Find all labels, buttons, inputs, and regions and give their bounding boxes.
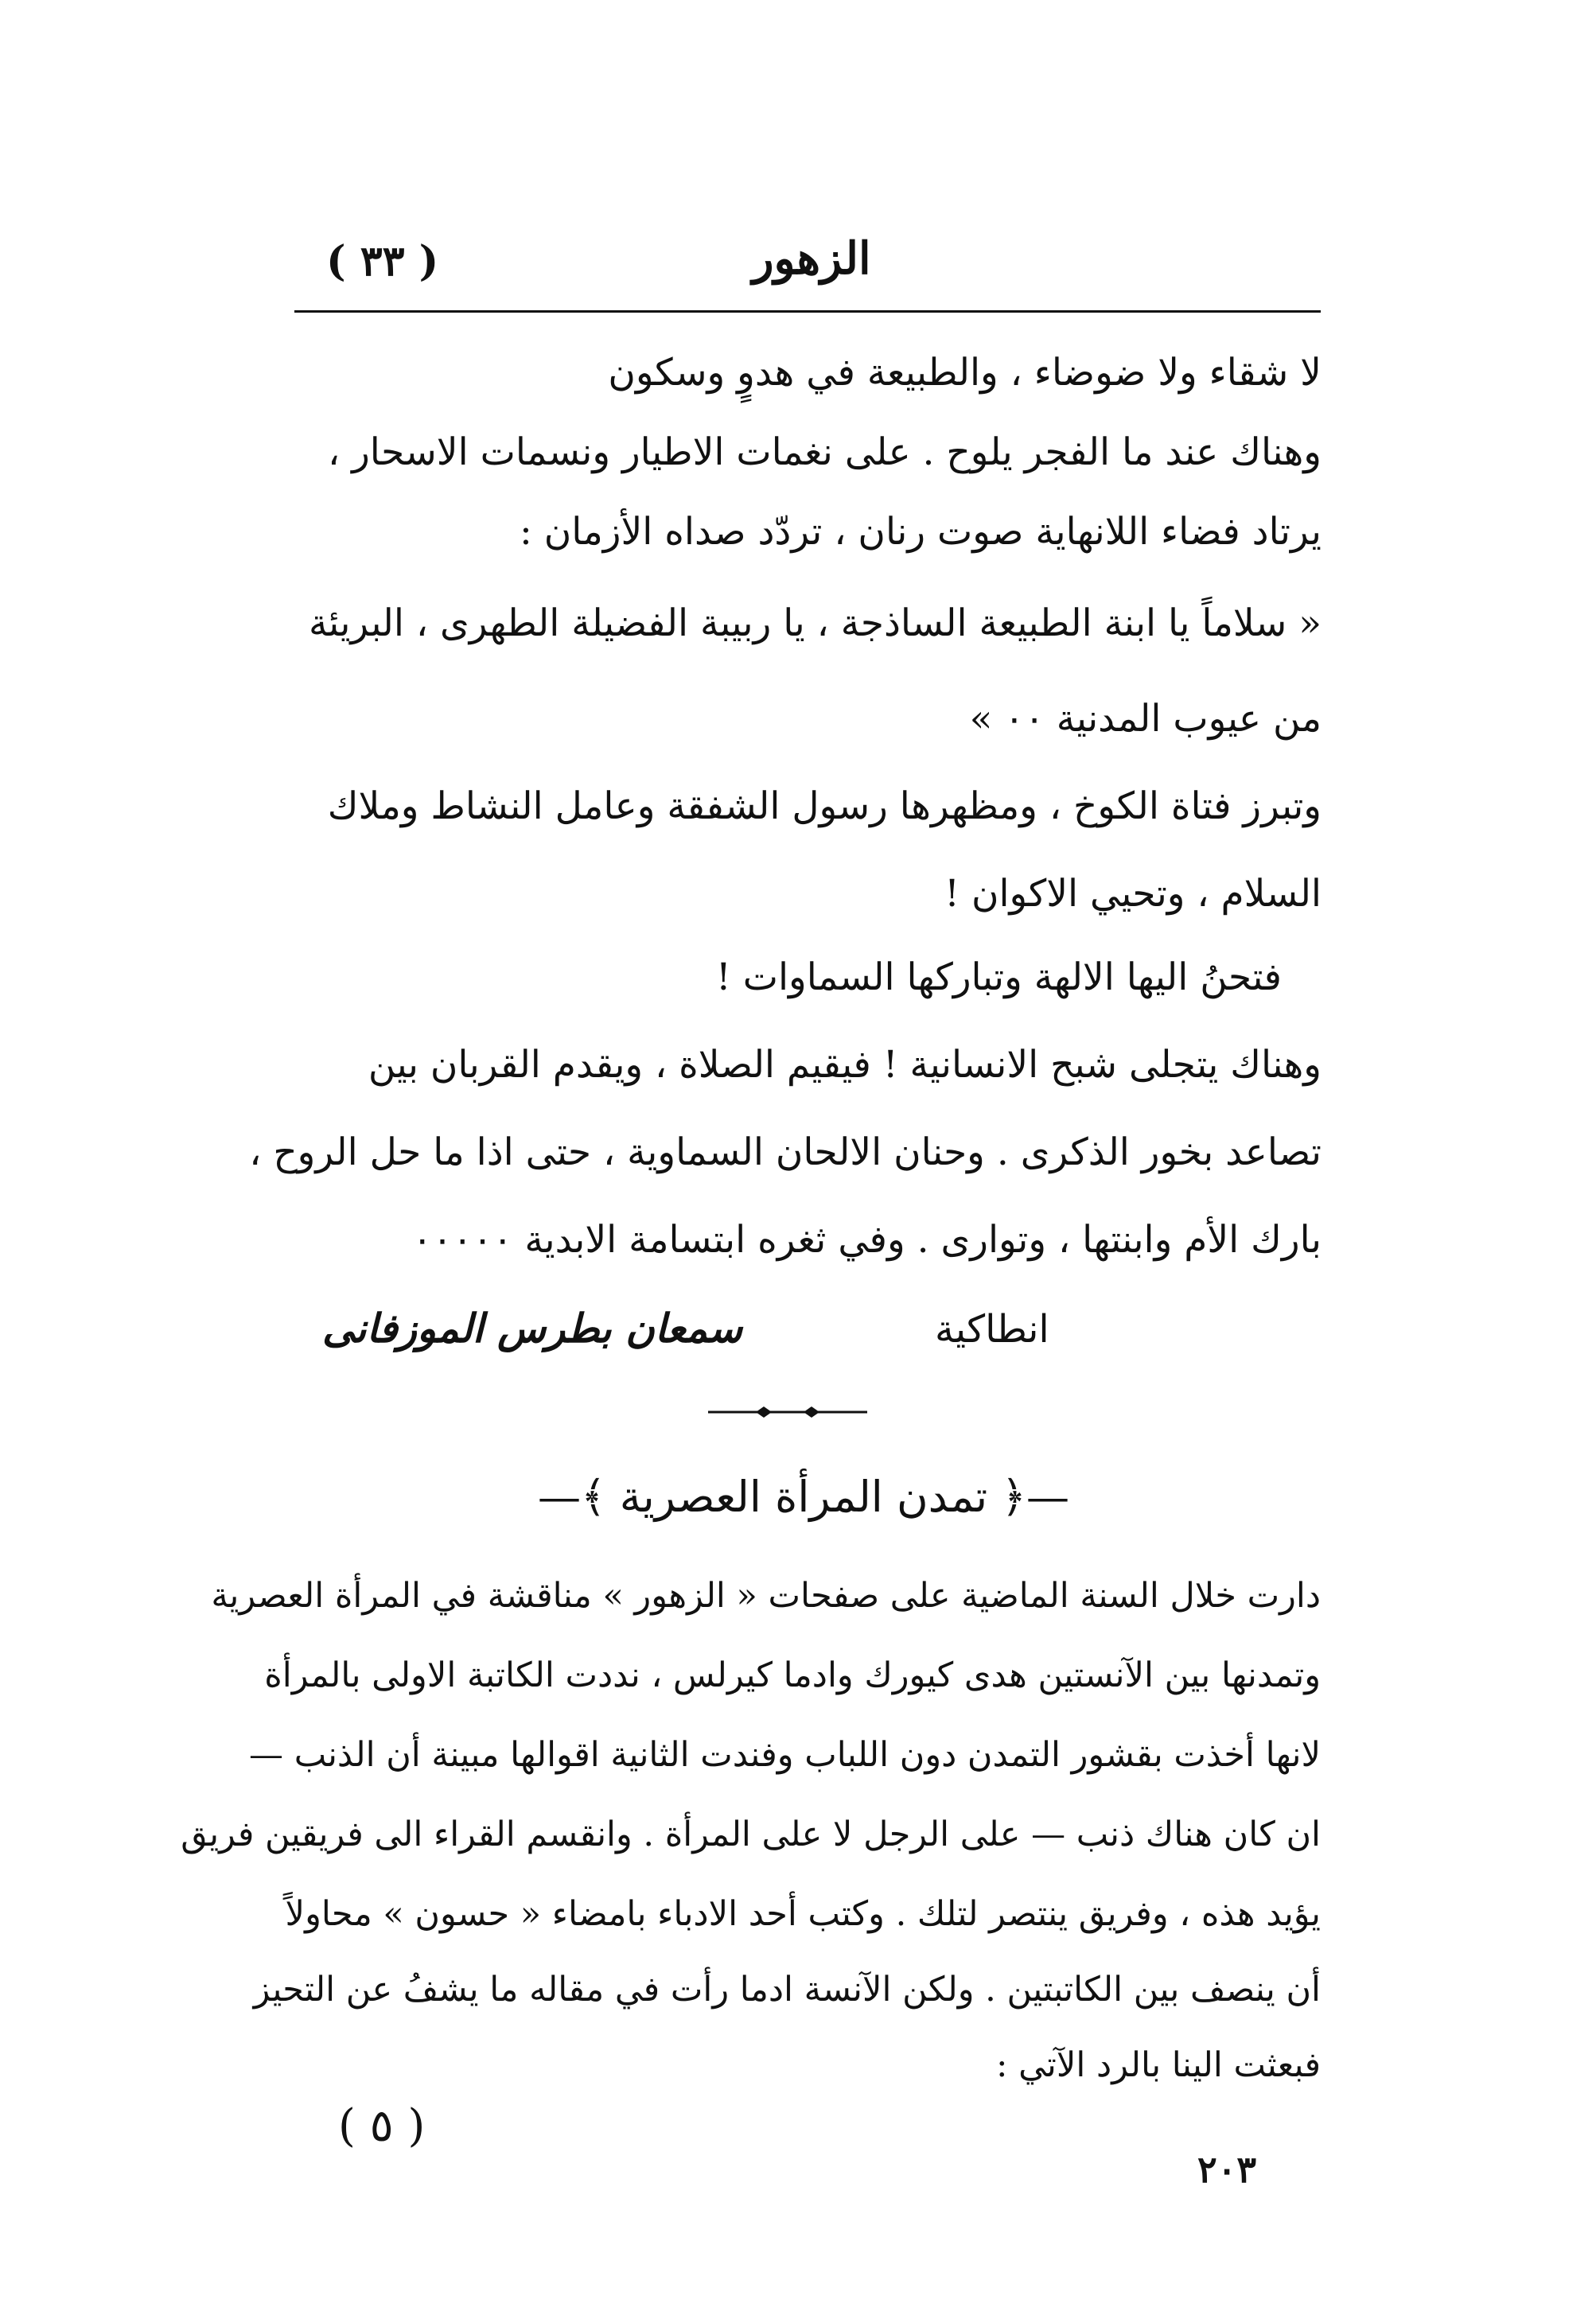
article-line: دارت خلال السنة الماضية على صفحات « الزهور » مناقشة في المرأة العصرية bbox=[211, 1576, 1321, 1616]
body-line: يرتاد فضاء اللانهاية صوت رنان ، تردّد صداه الأزمان : bbox=[520, 510, 1322, 554]
signoff-author: سمعان بطرس الموزفانى bbox=[322, 1305, 742, 1352]
article-line: لانها أخذت بقشور التمدن دون اللباب وفندت الثانية اقوالها مبينة أن الذنب — bbox=[249, 1735, 1321, 1775]
ornament-divider bbox=[700, 1400, 875, 1424]
article-line: يؤيد هذه ، وفريق ينتصر لتلك . وكتب أحد الادباء بامضاء « حسون » محاولاً bbox=[285, 1894, 1321, 1934]
body-line: وهناك يتجلى شبح الانسانية ! فيقيم الصلاة ، ويقدم القربان بين bbox=[368, 1043, 1322, 1087]
signature-mark: ( ٥ ) bbox=[338, 2100, 426, 2152]
article-line: أن ينصف بين الكاتبتين . ولكن الآنسة ادما رأت في مقاله ما يشفُ عن التحيز bbox=[253, 1970, 1321, 2010]
folio-number: ٢٠٣ bbox=[1197, 2148, 1257, 2191]
body-line: لا شقاء ولا ضوضاء ، والطبيعة في هدوٍ وسكون bbox=[608, 351, 1322, 395]
body-line: وتبرز فتاة الكوخ ، ومظهرها رسول الشفقة وعامل النشاط وملاك bbox=[327, 784, 1322, 828]
article-line: فبعثت الينا بالرد الآتي : bbox=[995, 2045, 1321, 2085]
running-title: الزهور bbox=[752, 232, 871, 285]
article-line: ان كان هناك ذنب — على الرجل لا على المرأة . وانقسم القراء الى فريقين فريق bbox=[181, 1815, 1321, 1854]
body-line: « سلاماً يا ابنة الطبيعة الساذجة ، يا ربيبة الفضيلة الطهرى ، البريئة bbox=[308, 601, 1322, 645]
page-number: ( ٣٣ ) bbox=[326, 237, 439, 286]
body-line: فتحنُ اليها الالهة وتباركها السماوات ! bbox=[715, 955, 1282, 999]
body-line: من عيوب المدنية ٠٠ » bbox=[969, 697, 1322, 741]
body-line: بارك الأم وابنتها ، وتوارى . وفي ثغره ابتسامة الابدية ٠٠٠٠٠ bbox=[412, 1218, 1322, 1262]
body-line: السلام ، وتحيي الاكوان ! bbox=[944, 872, 1322, 916]
signoff-place: انطاكية bbox=[935, 1307, 1049, 1352]
section-title: —﴿ تمدن المرأة العصرية ﴾— bbox=[537, 1472, 1070, 1522]
article-line: وتمدنها بين الآنستين هدى كيورك وادما كيرلس ، نددت الكاتبة الاولى بالمرأة bbox=[264, 1656, 1321, 1695]
header-rule bbox=[294, 310, 1321, 313]
body-line: تصاعد بخور الذكرى . وحنان الالحان السماوية ، حتى اذا ما حل الروح ، bbox=[249, 1130, 1322, 1174]
body-line: وهناك عند ما الفجر يلوح . على نغمات الاطيار ونسمات الاسحار ، bbox=[327, 430, 1322, 474]
